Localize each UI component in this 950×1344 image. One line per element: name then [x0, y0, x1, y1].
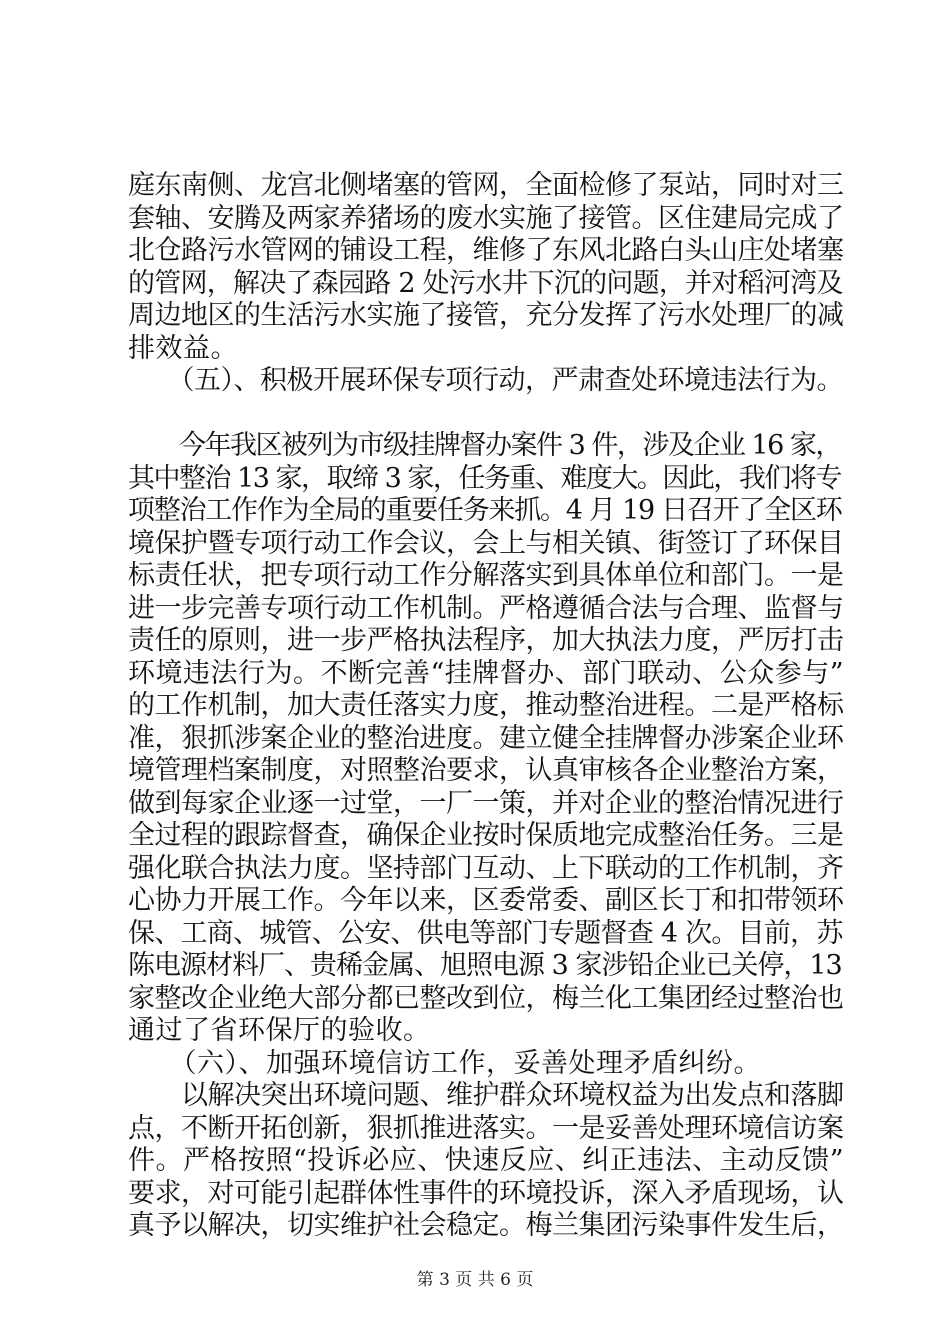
text-line: 责任的原则，进一步严格执法程序，加大执法力度，严厉打击 — [128, 625, 844, 656]
text-line: 以解决突出环境问题、维护群众环境权益为出发点和落脚 — [128, 1080, 844, 1111]
text-line: 进一步完善专项行动工作机制。严格遵循合法与合理、监督与 — [128, 592, 844, 624]
text-line: 真予以解决，切实维护社会稳定。梅兰集团污染事件发生后， — [128, 1210, 844, 1241]
text-line: 通过了省环保厅的验收。 — [128, 1015, 431, 1046]
text-line: 家整改企业绝大部分都已整改到位，梅兰化工集团经过整治也 — [128, 982, 844, 1014]
text-line: 排效益。 — [128, 332, 238, 364]
text-line: 准，狠抓涉案企业的整治进度。建立健全挂牌督办涉案企业环 — [128, 722, 844, 754]
text-line: 要求，对可能引起群体性事件的环境投诉，深入矛盾现场，认 — [128, 1177, 844, 1209]
text-line: 北仓路污水管网的铺设工程，维修了东风北路白头山庄处堵塞 — [128, 235, 844, 266]
document-body — [128, 170, 848, 1243]
text-line: 境保护暨专项行动工作会议，会上与相关镇、街签订了环保目 — [128, 527, 844, 559]
text-line: 全过程的跟踪督查，确保企业按时保质地完成整治任务。三是 — [128, 820, 844, 851]
text-line: 周边地区的生活污水实施了接管，充分发挥了污水处理厂的减 — [128, 300, 844, 331]
text-line: （六）、加强环境信访工作，妥善处理矛盾纠纷。 — [128, 1047, 761, 1079]
text-line: 做到每家企业逐一过堂，一厂一策，并对企业的整治情况进行 — [128, 787, 844, 819]
text-line: 庭东南侧、龙宫北侧堵塞的管网，全面检修了泵站，同时对三 — [128, 170, 844, 201]
text-line: 保、工商、城管、公安、供电等部门专题督查 4 次。目前，苏 — [128, 917, 843, 949]
text-line: 环境违法行为。不断完善“挂牌督办、部门联动、公众参与” — [128, 657, 845, 689]
text-line: 套轴、安腾及两家养猪场的废水实施了接管。区住建局完成了 — [128, 202, 844, 234]
text-line: 今年我区被列为市级挂牌督办案件 3 件，涉及企业 16 家， — [128, 430, 841, 461]
text-line: 标责任状，把专项行动工作分解落实到具体单位和部门。一是 — [128, 560, 844, 591]
text-line: 件。严格按照“投诉必应、快速反应、纠正违法、主动反馈” — [128, 1145, 845, 1176]
text-line: 境管理档案制度，对照整治要求，认真审核各企业整治方案， — [128, 755, 844, 786]
text-line: 项整治工作作为全局的重要任务来抓。4 月 19 日召开了全区环 — [128, 495, 842, 526]
text-line: 的工作机制，加大责任落实力度，推动整治进程。二是严格标 — [128, 690, 844, 721]
text-line: 强化联合执法力度。坚持部门互动、上下联动的工作机制，齐 — [128, 852, 844, 884]
text-line: 其中整治 13 家，取缔 3 家，任务重、难度大。因此，我们将专 — [128, 462, 841, 494]
text-line: 点，不断开拓创新，狠抓推进落实。一是妥善处理环境信访案 — [128, 1112, 844, 1144]
text-line: （五）、积极开展环保专项行动，严肃查处环境违法行为。 — [128, 365, 843, 396]
paragraph-spacer — [128, 398, 848, 431]
text-line: 的管网，解决了森园路 2 处污水井下沉的问题，并对稻河湾及 — [128, 267, 843, 299]
text-line: 陈电源材料厂、贵稀金属、旭照电源 3 家涉铅企业已关停，13 — [128, 950, 842, 981]
text-line: 心协力开展工作。今年以来，区委常委、副区长丁和扣带领环 — [128, 885, 844, 916]
page-number-footer: 第 3 页 共 6 页 — [416, 1270, 534, 1290]
